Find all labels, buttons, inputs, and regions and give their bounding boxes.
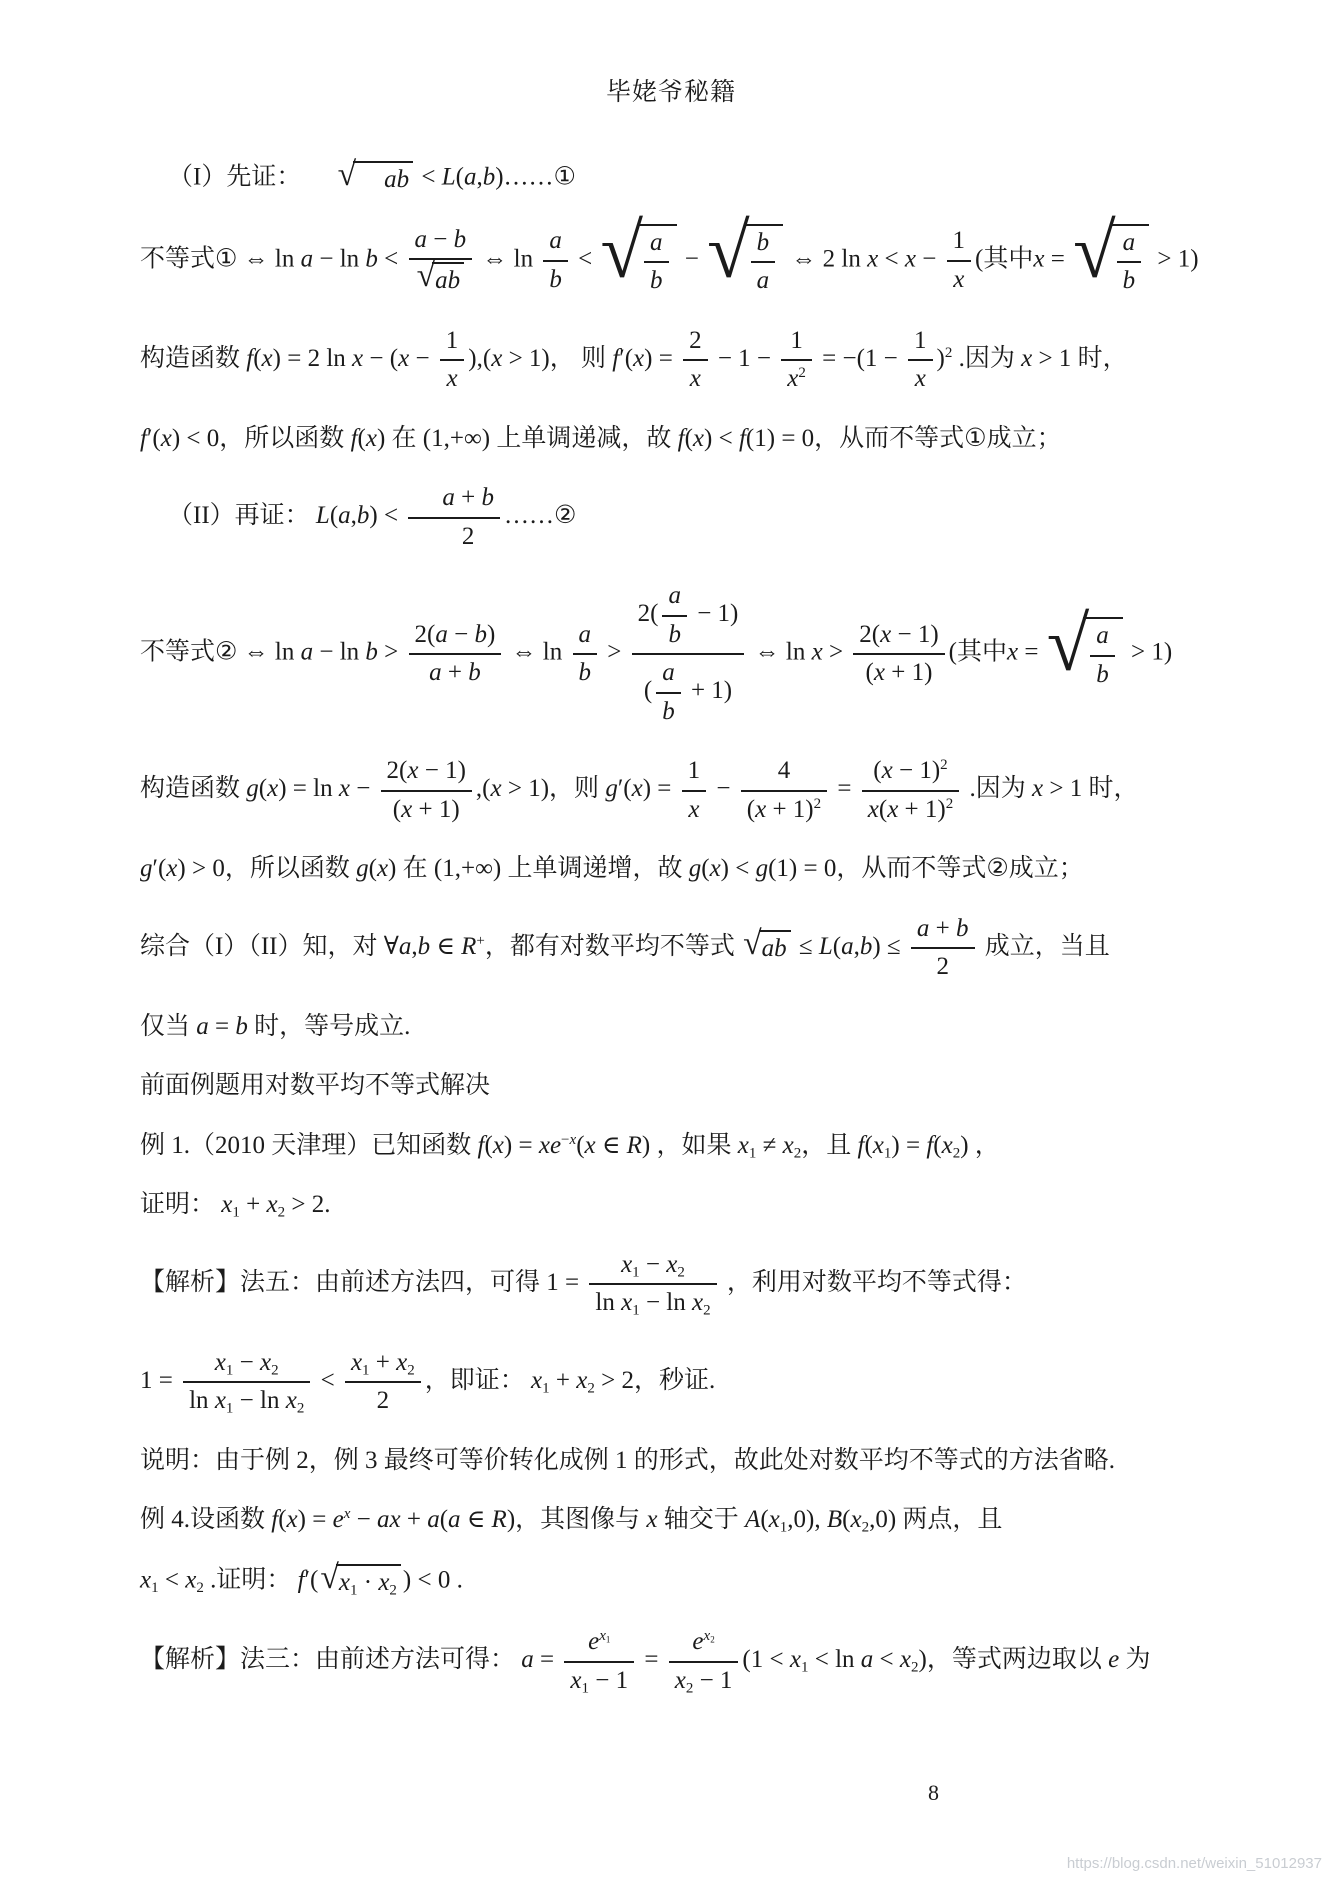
fraction: $\frac{1}{x}$ [440, 325, 465, 396]
square-root: √ $x_1 \cdot x_2$ [320, 1564, 401, 1600]
doc-line-5: （II）再证： L(a,b) < $\frac{a + b}{2}$ ……② [140, 482, 1222, 553]
doc-line-6: 不等式② ⇔ ln a − ln b > $\frac{2(a - b)}{a + b}$ ⇔ ln $\frac{a}{b}$ > 2( $\frac{a}{b}$ − 1) ( $\frac{a}{b}$ + 1) ⇔ ln x > $\frac{2(x - 1)}{(x + 1)}$ (其中x = √ $\frac{a}{b}$ > 1) [140, 580, 1222, 728]
radical-sign-icon: √ [600, 207, 643, 294]
fraction: $\frac{2(a - b)}{a + b}$ [409, 619, 502, 690]
doc-line-19: 【解析】法三：由前述方法可得： a = $\frac{e^{x_1}}{x_1 - 1}$ = $\frac{e^{x_2}}{x_2 - 1}$ $(1 < x_1 < \ln a < x_2)$，等式两边取以 e 为 [140, 1628, 1151, 1696]
doc-line-1: （I）先证： √ ab < L(a,b)……① [140, 161, 1222, 197]
square-root [600, 207, 676, 298]
radical-sign-icon: √ [707, 207, 750, 294]
radical-sign-icon: √ [743, 925, 762, 963]
document-body [0, 108, 1342, 1697]
fraction: $\frac{x_1 + x_2}{2}$ [345, 1347, 421, 1418]
fraction: $\frac{a}{b}$ [656, 657, 681, 728]
fraction: $\frac{x_1 - x_2}{\ln x_1 - \ln x_2}$ [183, 1347, 310, 1418]
fraction: $\frac{1}{x}$ [908, 325, 933, 396]
fraction: $\frac{1}{x}$ [682, 755, 707, 826]
fraction: $\frac{a + b}{2}$ [408, 482, 500, 553]
fraction: $\frac{a}{b}$ [1090, 620, 1115, 691]
doc-line-15: 1 = $\frac{x_1 - x_2}{\ln x_1 - \ln x_2}$ < $\frac{x_1 + x_2}{2}$ ，即证： $x_1 + x_2 > 2$，秒证. [140, 1348, 716, 1417]
watermark: https://blog.csdn.net/weixin_51012937 [1066, 1855, 1322, 1872]
fraction: $\frac{a + b}{2}$ [911, 913, 975, 984]
page-header: 毕姥爷秘籍 [605, 79, 736, 106]
fraction: $\frac{a}{b}$ [644, 227, 669, 298]
radical-sign-icon: √ [320, 1558, 339, 1596]
radical-sign-icon: √ [1046, 601, 1090, 687]
fraction: $\frac{2(x - 1)}{(x + 1)}$ [381, 755, 472, 826]
square-root: √ ab [743, 930, 791, 966]
doc-line-4: f′(x) < 0，所以函数 f(x) 在 (1,+∞) 上单调递减，故 f(x) < f(1) = 0，从而不等式①成立； [140, 424, 1062, 452]
radical-sign-icon: √ [416, 257, 436, 294]
fraction: $\frac{x_1 - x_2}{\ln x_1 - \ln x_2}$ [589, 1249, 716, 1320]
fraction: $\frac{2}{x}$ [683, 325, 708, 396]
fraction: $\frac{e^{x_1}}{x_1 - 1}$ [564, 1626, 634, 1697]
fraction: $\frac{1}{x}$ [947, 225, 972, 296]
fraction: $\frac{2(x - 1)}{(x + 1)}$ [853, 619, 944, 690]
fraction: $\frac{b}{a}$ [751, 227, 776, 298]
doc-line-18: $x_1 < x_2$ .证明： f′( √ $x_1 \cdot x_2$ ) < 0 . [140, 1558, 463, 1598]
fraction: $\frac{e^{x_2}}{x_2 - 1}$ [669, 1626, 739, 1697]
fraction: $\frac{1}{x^2}$ [781, 325, 812, 396]
square-root: √ ab [310, 161, 414, 197]
doc-line-8: g′(x) > 0，所以函数 g(x) 在 (1,+∞) 上单调递增，故 g(x) < g(1) = 0，从而不等式②成立； [140, 855, 1084, 882]
doc-line-3: 构造函数 f(x) = 2 ln x − (x − $\frac{1}{x}$ ),(x > 1)， 则 f′(x) = $\frac{2}{x}$ − 1 − $\frac{1}{x^2}$ = −(1 − $\frac{1}{x}$ )$^2$ .因为 x > 1 时， [140, 325, 1222, 396]
radical-sign-icon: √ [1073, 207, 1116, 294]
fraction: a − b √ ab [409, 224, 473, 298]
doc-line-16: 说明：由于例 2，例 3 最终可等价转化成例 1 的形式，故此处对数平均不等式的方法省略. [140, 1446, 1116, 1474]
fraction: $\frac{4}{(x + 1)^2}$ [741, 755, 827, 826]
doc-line-10: 仅当 a = b 时，等号成立. [140, 1012, 411, 1040]
fraction: $\frac{a}{b}$ [662, 580, 687, 651]
doc-line-14: 【解析】法五：由前述方法四，可得 1 = $\frac{x_1 - x_2}{\ln x_1 - \ln x_2}$ ，利用对数平均不等式得： [140, 1250, 1027, 1319]
fraction: $\frac{a}{b}$ [543, 225, 568, 296]
doc-line-9: 综合（I）（II）知，对 ∀a,b ∈ R+，都有对数平均不等式 √ ab ≤ L(a,b) ≤ $\frac{a + b}{2}$ 成立，当且 [140, 913, 1222, 984]
square-root [1073, 207, 1149, 298]
doc-line-17: 例 4.设函数 $f(x) = e^x$ − ax + a(a ∈ R)，其图像与 x 轴交于 $A(x_1,0)$, $B(x_2,0)$ 两点，且 [140, 1506, 1003, 1536]
doc-line-13: 证明： $x_1 + x_2 > 2$. [140, 1191, 331, 1221]
doc-line-11: 前面例题用对数平均不等式解决 [140, 1072, 491, 1099]
square-root [1046, 601, 1123, 691]
radical-sign-icon: √ [337, 156, 357, 193]
page-number: 8 [928, 1780, 939, 1805]
fraction: $\frac{a}{b}$ [573, 619, 598, 690]
fraction: $\frac{(x - 1)^2}{x(x + 1)^2}$ [862, 755, 959, 826]
doc-line-12: 例 1.（2010 天津理）已知函数 $f(x) = xe^{-x}(x$ ∈ R) ，如果 $x_1 \ne x_2$，且 $f(x_1) = f(x_2)$ ， [140, 1131, 1000, 1161]
fraction: $\frac{a}{b}$ [1117, 227, 1142, 298]
square-root: √ ab [417, 262, 465, 298]
doc-line-7: 构造函数 g(x) = ln x − $\frac{2(x - 1)}{(x + 1)}$ ,(x > 1)，则 g′(x) = $\frac{1}{x}$ − $\frac{4}{(x + 1)^2}$ = $\frac{(x - 1)^2}{x(x + 1)^2}$ .因为 x > 1 时， [140, 755, 1222, 826]
square-root [707, 207, 783, 298]
fraction: 2( $\frac{a}{b}$ − 1) ( $\frac{a}{b}$ + 1) [632, 580, 745, 728]
doc-line-2: 不等式① ⇔ ln a − ln b < a − b √ ab ⇔ ln $\frac{a}{b}$ < √ $\frac{a}{b}$ − √ $\frac{b}{a}$ ⇔ 2 ln x < x − $\frac{1}{x}$ (其中x = √ $\frac{a}{b}$ > 1) [140, 224, 1222, 298]
